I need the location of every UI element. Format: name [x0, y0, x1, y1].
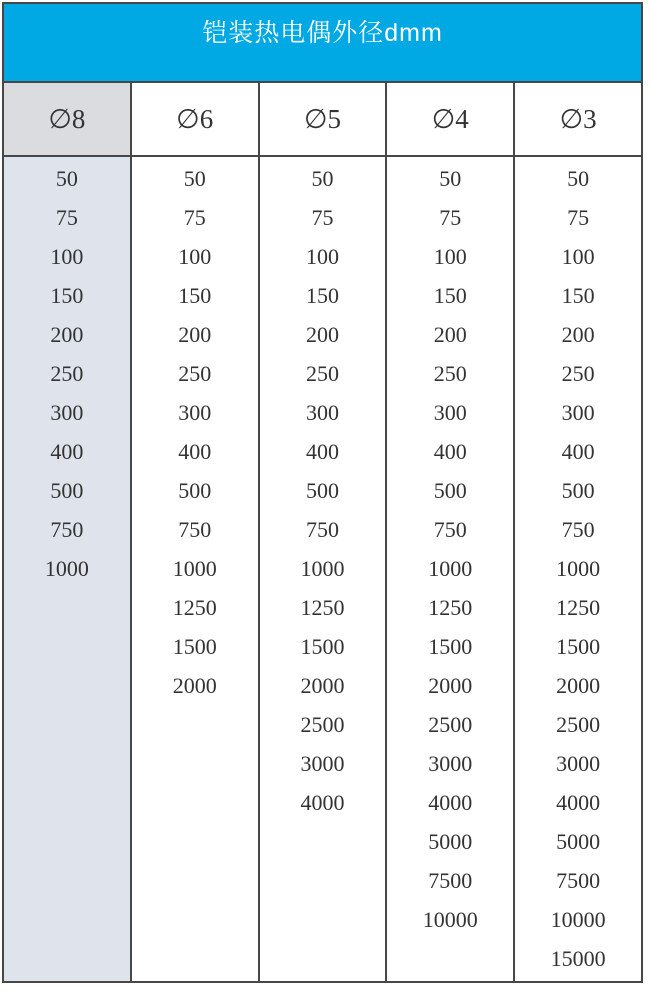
length-cell [260, 862, 386, 901]
length-cell: 400 [50, 438, 84, 464]
length-cell [4, 706, 130, 745]
length-cell: 4000 [428, 790, 473, 816]
length-cell [4, 940, 130, 979]
length-cell: 250 [561, 360, 595, 386]
length-cell: 200 [305, 321, 339, 347]
length-cell: 1000 [556, 555, 601, 581]
length-cell: 400 [561, 438, 595, 464]
diameter-header-cell: ∅3 [515, 83, 641, 155]
length-cell: 1250 [172, 595, 217, 621]
length-cell: 1250 [556, 595, 601, 621]
length-cell: 200 [561, 321, 595, 347]
length-cell: 100 [561, 243, 595, 269]
length-cell: 2500 [428, 712, 473, 738]
length-cell: 400 [178, 438, 212, 464]
length-cell [4, 745, 130, 784]
length-column [515, 157, 641, 981]
length-cell [260, 901, 386, 940]
length-cell: 100 [178, 243, 212, 269]
length-cell: 1500 [428, 634, 473, 660]
length-cell [132, 901, 258, 940]
length-cell: 10000 [550, 907, 606, 933]
length-cell: 150 [433, 282, 467, 308]
length-cell [4, 823, 130, 862]
length-cell: 50 [311, 165, 334, 191]
length-cell: 2000 [300, 673, 345, 699]
length-cell: 3000 [300, 751, 345, 777]
diameter-header-row [4, 83, 641, 157]
length-cell: 1000 [172, 555, 217, 581]
length-cell: 15000 [550, 946, 606, 972]
length-cell: 7500 [556, 868, 601, 894]
length-column [260, 157, 388, 981]
length-cell: 200 [178, 321, 212, 347]
length-cell [4, 862, 130, 901]
length-cell: 300 [50, 399, 84, 425]
length-cell: 75 [183, 204, 206, 230]
length-cell: 150 [305, 282, 339, 308]
length-cell: 500 [305, 477, 339, 503]
length-cell: 100 [50, 243, 84, 269]
diameter-header-cell: ∅8 [4, 83, 132, 155]
length-cell [4, 901, 130, 940]
length-cell: 2000 [428, 673, 473, 699]
length-cell: 5000 [428, 829, 473, 855]
length-cell: 500 [561, 477, 595, 503]
length-cell: 1250 [428, 595, 473, 621]
length-cell: 750 [305, 516, 339, 542]
length-cell: 4000 [300, 790, 345, 816]
length-cell [260, 940, 386, 979]
length-cell: 500 [178, 477, 212, 503]
length-cell: 1500 [172, 634, 217, 660]
length-cell: 1000 [300, 555, 345, 581]
length-cell: 400 [305, 438, 339, 464]
thermocouple-diameter-table [2, 2, 643, 983]
length-cell [132, 784, 258, 823]
length-cell: 75 [567, 204, 590, 230]
length-cell: 150 [561, 282, 595, 308]
length-cell: 150 [50, 282, 84, 308]
length-cell [4, 784, 130, 823]
length-cell: 75 [439, 204, 462, 230]
length-cell: 75 [55, 204, 78, 230]
length-cell: 250 [305, 360, 339, 386]
length-cell: 500 [50, 477, 84, 503]
length-cell: 50 [183, 165, 206, 191]
length-cell: 750 [433, 516, 467, 542]
length-cell: 2500 [300, 712, 345, 738]
length-cell: 300 [305, 399, 339, 425]
table-title-band [4, 4, 641, 83]
length-cell: 300 [561, 399, 595, 425]
length-cell [4, 589, 130, 628]
length-cell [387, 940, 513, 979]
table-title: 铠装热电偶外径dmm [202, 19, 443, 47]
length-cell: 2000 [172, 673, 217, 699]
length-cell: 10000 [422, 907, 478, 933]
length-cell: 7500 [428, 868, 473, 894]
length-cell: 3000 [428, 751, 473, 777]
length-cell: 750 [561, 516, 595, 542]
length-cell: 50 [567, 165, 590, 191]
length-column [387, 157, 515, 981]
length-cell: 250 [433, 360, 467, 386]
length-cell [132, 745, 258, 784]
length-cell [132, 706, 258, 745]
length-cell: 1500 [300, 634, 345, 660]
length-cell: 150 [178, 282, 212, 308]
diameter-header-cell: ∅5 [260, 83, 388, 155]
length-cell: 3000 [556, 751, 601, 777]
length-cell [132, 940, 258, 979]
length-cell: 50 [439, 165, 462, 191]
length-cell: 100 [305, 243, 339, 269]
length-cell: 1000 [428, 555, 473, 581]
length-cell: 250 [50, 360, 84, 386]
length-cell: 1000 [44, 555, 89, 581]
length-cell [260, 823, 386, 862]
length-cell: 300 [178, 399, 212, 425]
length-cell: 400 [433, 438, 467, 464]
length-cell: 750 [50, 516, 84, 542]
diameter-header-cell: ∅4 [387, 83, 515, 155]
length-cell [4, 628, 130, 667]
length-column [4, 157, 132, 981]
length-cell: 200 [433, 321, 467, 347]
length-cell: 1500 [556, 634, 601, 660]
length-column [132, 157, 260, 981]
length-cell [4, 667, 130, 706]
length-cell: 2500 [556, 712, 601, 738]
length-cell: 100 [433, 243, 467, 269]
length-data-grid [4, 157, 641, 981]
length-cell: 300 [433, 399, 467, 425]
length-cell: 500 [433, 477, 467, 503]
length-cell: 1250 [300, 595, 345, 621]
length-cell [132, 823, 258, 862]
diameter-header-cell: ∅6 [132, 83, 260, 155]
length-cell: 4000 [556, 790, 601, 816]
length-cell: 200 [50, 321, 84, 347]
length-cell [132, 862, 258, 901]
length-cell: 2000 [556, 673, 601, 699]
length-cell: 750 [178, 516, 212, 542]
length-cell: 50 [55, 165, 78, 191]
length-cell: 5000 [556, 829, 601, 855]
length-cell: 75 [311, 204, 334, 230]
length-cell: 250 [178, 360, 212, 386]
